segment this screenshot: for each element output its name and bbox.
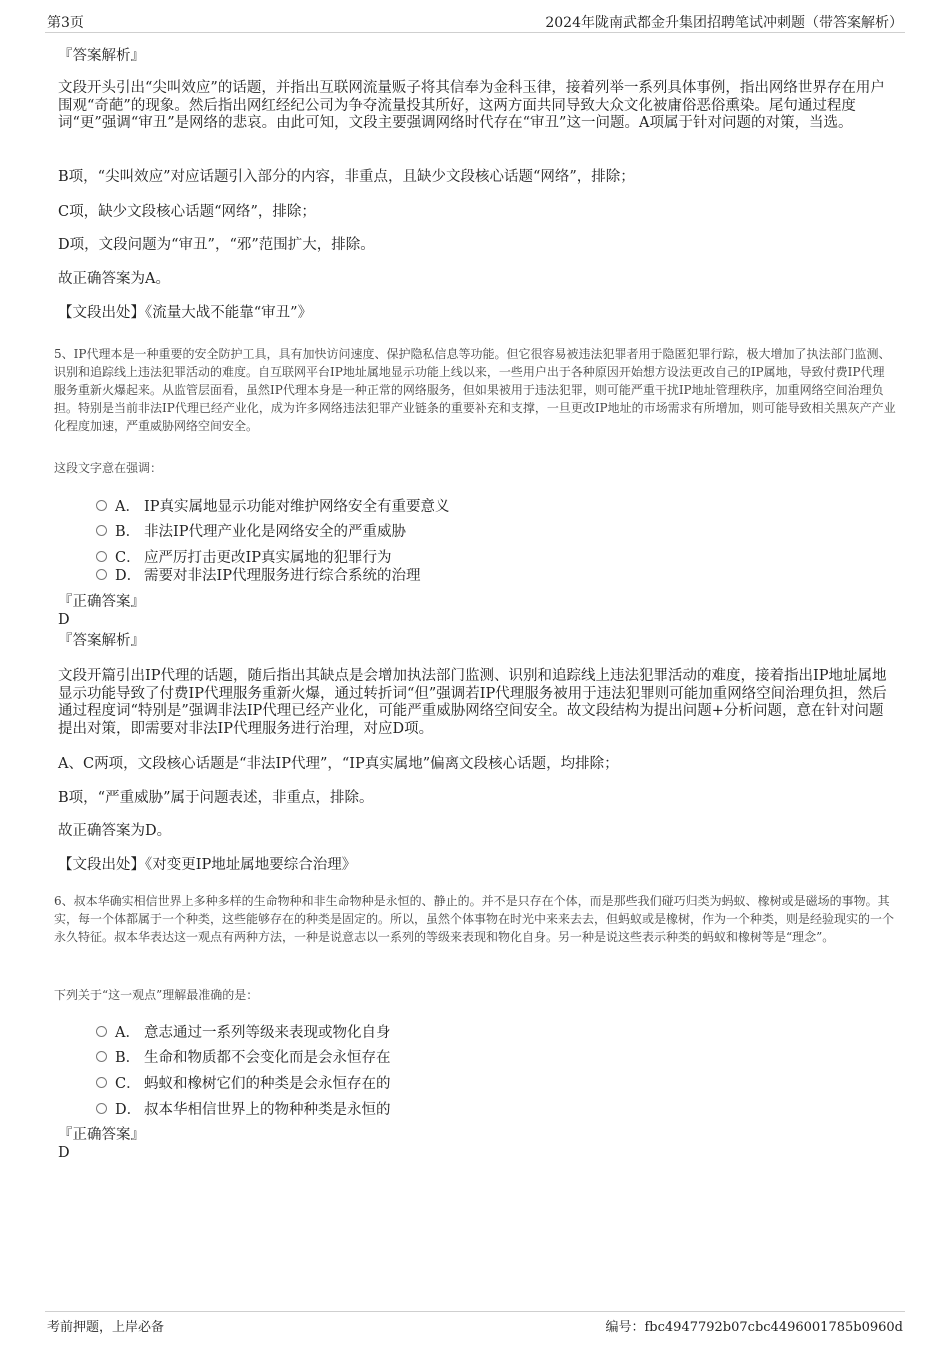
q5-conclusion: 故正确答案为D。 bbox=[58, 823, 172, 839]
option-letter: C． bbox=[115, 550, 141, 566]
option-text: 应严厉打击更改IP真实属地的犯罪行为 bbox=[144, 550, 392, 566]
q4-option-b-analysis: B项，“尖叫效应”对应话题引入部分的内容，非重点，且缺少文段核心话题“网络”，排除； bbox=[58, 169, 635, 185]
q5-option-ac-analysis: A、C两项，文段核心话题是“非法IP代理”，“IP真实属地”偏离文段核心话题，均排除； bbox=[58, 756, 619, 772]
q6-question: 下列关于“这一观点”理解最准确的是： bbox=[54, 988, 259, 1002]
radio-icon[interactable] bbox=[96, 551, 107, 562]
q5-analysis-text: 文段开篇引出IP代理的话题，随后指出其缺点是会增加执法部门监测、识别和追踪线上违法犯罪活动的难度，接着指出IP地址属地显示功能导致了付费IP代理服务重新火爆，通过转折词“但”强调若IP代理服务被用于违法犯罪则可能加重网络空间治理负担，然后通过程度词“特别是”强调非法IP代理已经产业化，可能严重威胁网络空间安全。故文段结构为提出问题+分析问题，意在针对问题提出对策，即需要对非法IP代理服务进行治理，对应D项。 bbox=[58, 668, 887, 737]
option-text: IP真实属地显示功能对维护网络安全有重要意义 bbox=[144, 499, 450, 515]
option-text: 叔本华相信世界上的物种种类是永恒的 bbox=[144, 1102, 391, 1118]
option-text: 蚂蚁和橡树它们的种类是会永恒存在的 bbox=[144, 1076, 391, 1092]
q4-source: 【文段出处】《流量大战不能靠“审丑”》 bbox=[58, 305, 313, 321]
radio-icon[interactable] bbox=[96, 1026, 107, 1037]
option-letter: B． bbox=[115, 1050, 141, 1066]
option-letter: A． bbox=[115, 499, 140, 515]
option-text: 需要对非法IP代理服务进行综合系统的治理 bbox=[144, 568, 421, 584]
radio-icon[interactable] bbox=[96, 525, 107, 536]
q5-answer-label: 『正确答案』 bbox=[58, 594, 145, 610]
q4-analysis-text: 文段开头引出“尖叫效应”的话题，并指出互联网流量贩子将其信奉为金科玉律，接着列举一系列具体事例，指出网络世界存在用户围观“奇葩”的现象。然后指出网红经纪公司为争夺流量投其所好，这两方面共同导致大众文化被庸俗恶俗熏染。尾句通过程度词“更”强调“审丑”是网络的悲哀。由此可知，文段主要强调网络时代存在“审丑”这一问题。A项属于针对问题的对策，当选。 bbox=[58, 80, 885, 131]
page-footer bbox=[45, 1311, 905, 1338]
q4-option-c-analysis: C项，缺少文段核心话题“网络”，排除； bbox=[58, 204, 316, 220]
q5-option-b-analysis: B项，“严重威胁”属于问题表述，非重点，排除。 bbox=[58, 790, 374, 806]
radio-icon[interactable] bbox=[96, 1051, 107, 1062]
radio-icon[interactable] bbox=[96, 1077, 107, 1088]
q6-stem: 6、叔本华确实相信世界上多种多样的生命物种和非生命物种是永恒的、静止的。并不是只存在个体，而是那些我们碰巧归类为蚂蚁、橡树或是磁场的事物。其实，每一个体都属于一个种类，这些能够存在的种类是固定的。所以，虽然个体事物在时光中来来去去，但蚂蚁或是橡树，作为一个种类，则是经验现实的一个永久特征。叔本华表达这一观点有两种方法，一种是说意志以一系列的等级来表现和物化自身。另一种是说这些表示种类的蚂蚁和橡树等是“理念”。 bbox=[54, 894, 895, 944]
q5-source: 【文段出处】《对变更IP地址属地要综合治理》 bbox=[58, 857, 357, 873]
radio-icon[interactable] bbox=[96, 569, 107, 580]
option-letter: D． bbox=[115, 1102, 142, 1118]
q6-answer-label: 『正确答案』 bbox=[58, 1127, 145, 1143]
option-letter: A． bbox=[115, 1025, 140, 1041]
radio-icon[interactable] bbox=[96, 500, 107, 511]
q6-answer: D bbox=[58, 1145, 70, 1161]
q5-stem: 5、IP代理本是一种重要的安全防护工具，具有加快访问速度、保护隐私信息等功能。但它很容易被违法犯罪者用于隐匿犯罪行踪，极大增加了执法部门监测、识别和追踪线上违法犯罪活动的难度。自互联网平台IP地址属地显示功能上线以来，一些用户出于各种原因开始想方设法更改自己的IP属地，导致付费IP代理服务重新火爆起来。从监管层面看，虽然IP代理本身是一种正常的网络服务，但如果被用于违法犯罪，则可能严重干扰IP地址管理秩序，加重网络空间治理负担。特别是当前非法IP代理已经产业化，成为许多网络违法犯罪产业链条的重要补充和支撑，一旦更改IP地址的市场需求有所增加，则可能导致相关黑灰产产业化程度加速，严重威胁网络空间安全。 bbox=[54, 347, 896, 433]
q4-conclusion: 故正确答案为A。 bbox=[58, 271, 170, 287]
option-text: 生命和物质都不会变化而是会永恒存在 bbox=[144, 1050, 391, 1066]
option-text: 意志通过一系列等级来表现或物化自身 bbox=[144, 1025, 391, 1041]
option-letter: C． bbox=[115, 1076, 141, 1092]
page-number: 第3页 bbox=[47, 15, 84, 31]
q4-analysis-label: 『答案解析』 bbox=[58, 48, 145, 64]
option-letter: B． bbox=[115, 524, 141, 540]
q5-answer: D bbox=[58, 612, 70, 628]
document-title: 2024年陇南武都金升集团招聘笔试冲刺题（带答案解析） bbox=[545, 15, 903, 31]
q5-analysis-label: 『答案解析』 bbox=[58, 633, 145, 649]
footer-slogan: 考前押题，上岸必备 bbox=[47, 1320, 165, 1335]
q5-question: 这段文字意在强调： bbox=[54, 461, 163, 475]
document-serial: 编号：fbc4947792b07cbc4496001785b0960d bbox=[605, 1320, 903, 1335]
option-letter: D． bbox=[115, 568, 142, 584]
radio-icon[interactable] bbox=[96, 1103, 107, 1114]
option-text: 非法IP代理产业化是网络安全的严重威胁 bbox=[144, 524, 406, 540]
q4-option-d-analysis: D项，文段问题为“审丑”，“邪”范围扩大，排除。 bbox=[58, 237, 375, 253]
page-header bbox=[45, 10, 905, 33]
